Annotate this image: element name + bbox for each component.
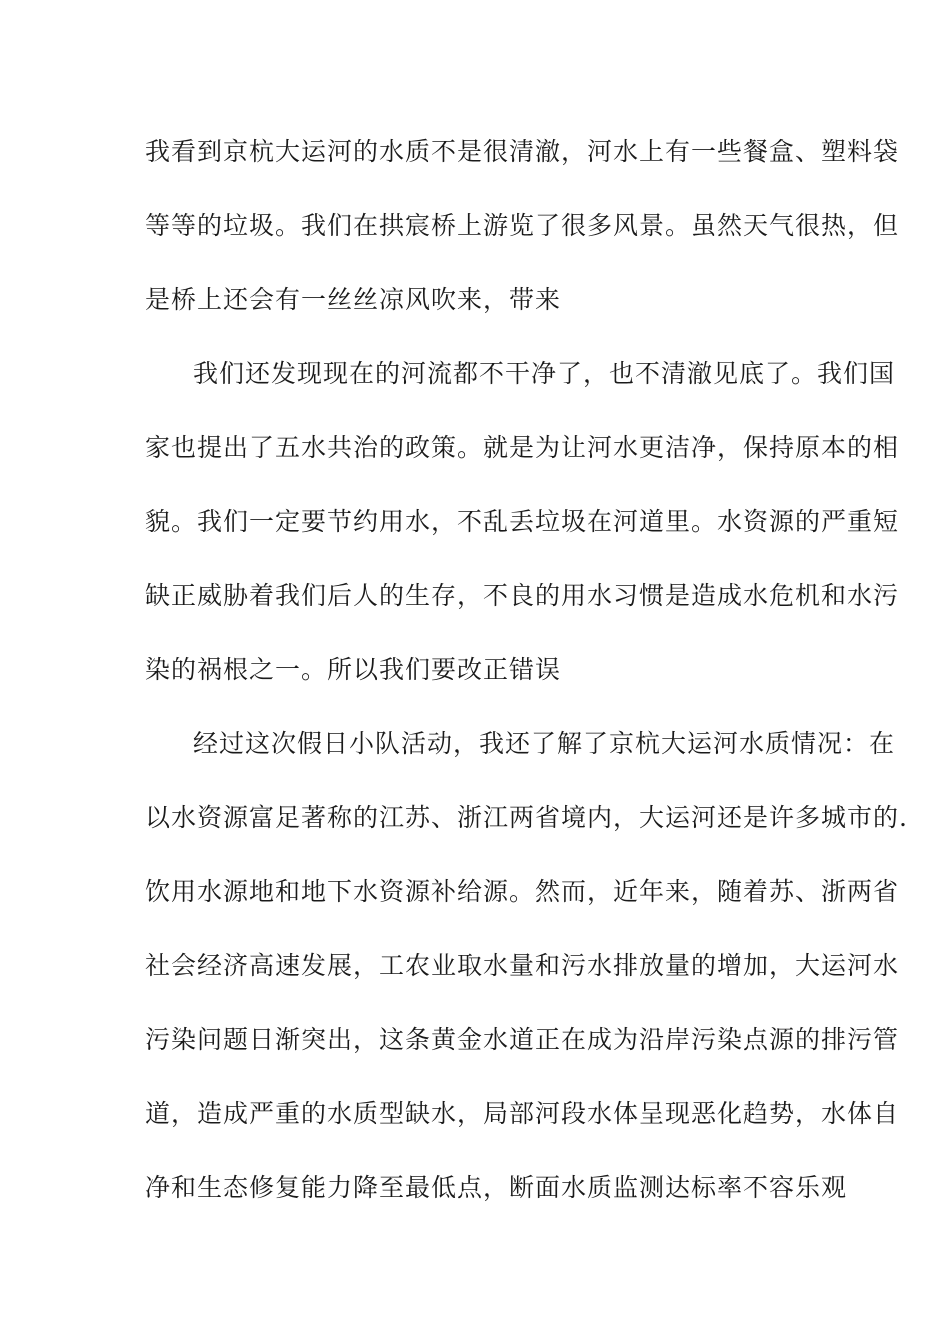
paragraph-2-line-3: 貌。我们一定要节约用水，不乱丢垃圾在河道里。水资源的严重短 xyxy=(145,507,900,536)
paragraph-3-line-1: 经过这次假日小队活动，我还了解了京杭大运河水质情况：在 xyxy=(193,729,896,758)
paragraph-3-line-4: 社会经济高速发展，工农业取水量和污水排放量的增加，大运河水 xyxy=(145,951,900,980)
paragraph-1-line-1: 我看到京杭大运河的水质不是很清澈，河水上有一些餐盒、塑料袋 xyxy=(145,137,900,166)
paragraph-3-line-5: 污染问题日渐突出，这条黄金水道正在成为沿岸污染点源的排污管 xyxy=(145,1025,900,1054)
paragraph-3-line-2: 以水资源富足著称的江苏、浙江两省境内，大运河还是许多城市的. xyxy=(145,803,908,832)
paragraph-3-line-3: 饮用水源地和地下水资源补给源。然而，近年来，随着苏、浙两省 xyxy=(145,877,900,906)
paragraph-2-line-1: 我们还发现现在的河流都不干净了，也不清澈见底了。我们国 xyxy=(193,359,896,388)
paragraph-2-line-4: 缺正威胁着我们后人的生存，不良的用水习惯是造成水危机和水污 xyxy=(145,581,900,610)
paragraph-1-line-2: 等等的垃圾。我们在拱宸桥上游览了很多风景。虽然天气很热，但 xyxy=(145,211,900,240)
paragraph-1-line-3: 是桥上还会有一丝丝凉风吹来，带来 xyxy=(145,285,562,314)
paragraph-2-line-5: 染的祸根之一。所以我们要改正错误 xyxy=(145,655,562,684)
paragraph-2-line-2: 家也提出了五水共治的政策。就是为让河水更洁净，保持原本的相 xyxy=(145,433,900,462)
paragraph-3-line-6: 道，造成严重的水质型缺水，局部河段水体呈现恶化趋势，水体自 xyxy=(145,1099,900,1128)
paragraph-3-line-7: 净和生态修复能力降至最低点，断面水质监测达标率不容乐观 xyxy=(145,1173,848,1202)
